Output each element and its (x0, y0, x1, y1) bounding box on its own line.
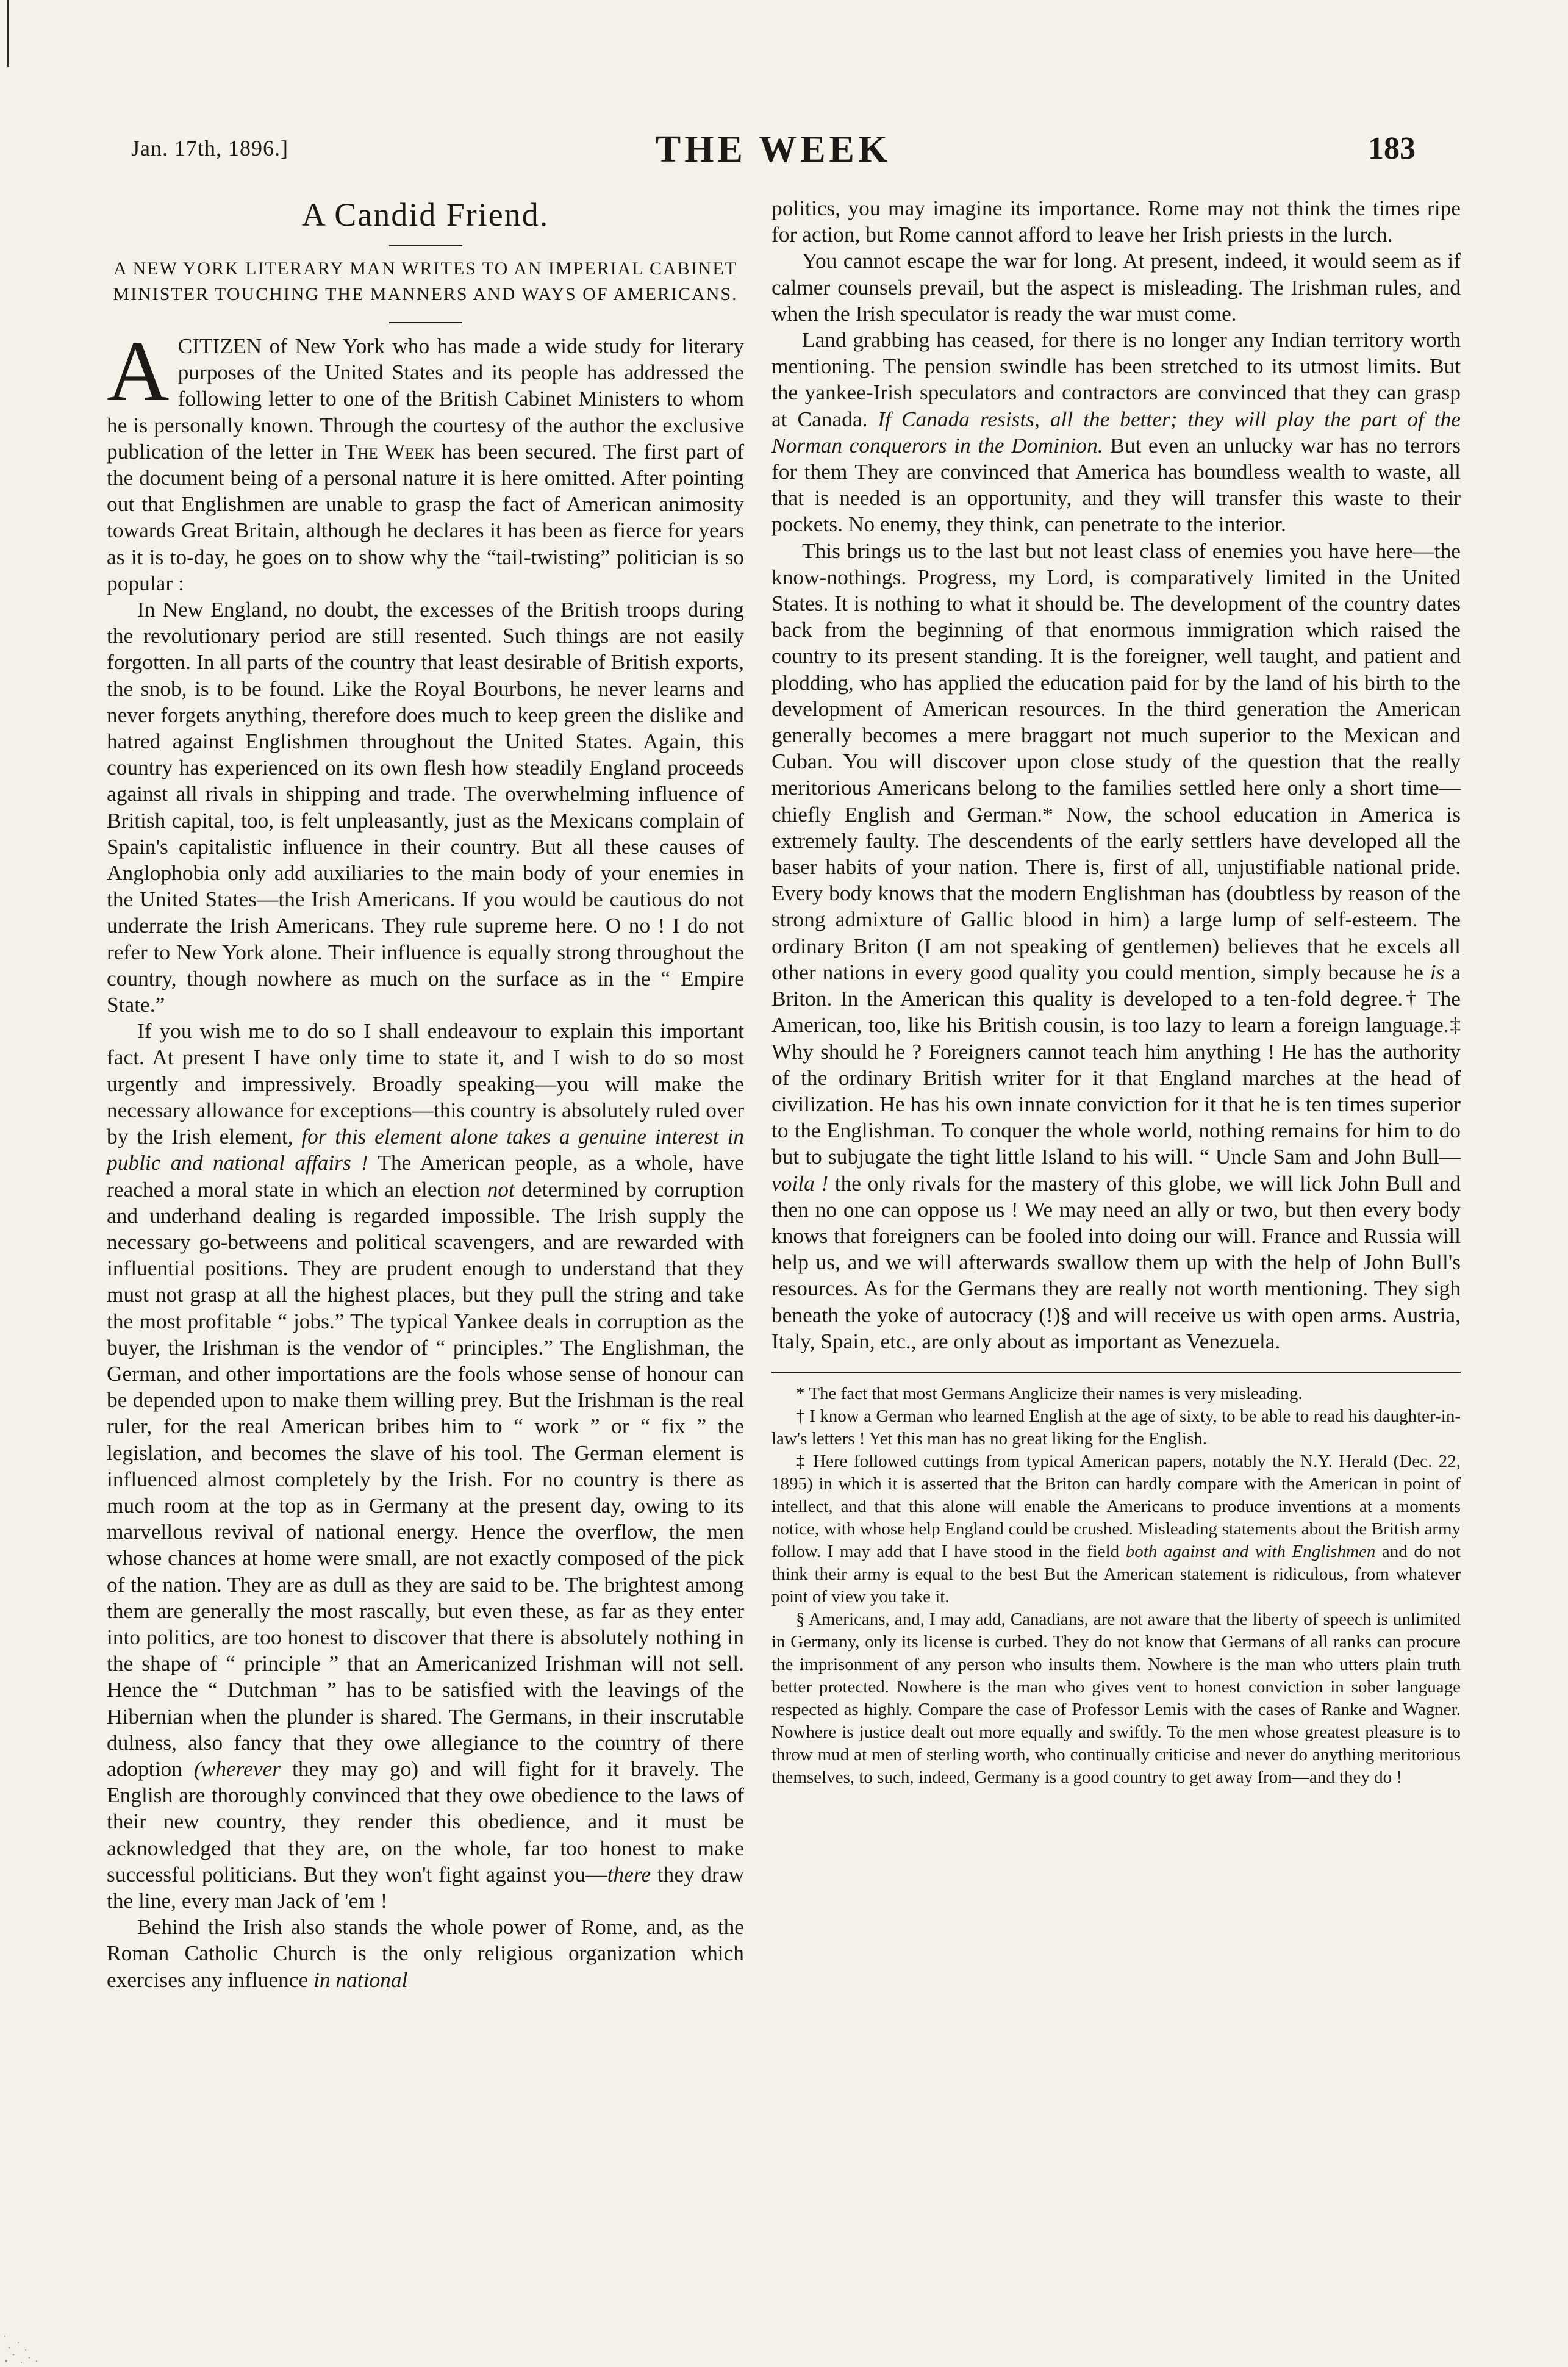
footnotes (771, 1383, 1461, 1789)
subhead-divider (389, 322, 462, 323)
footnote-4: § Americans, and, I may add, Canadians, are not aware that the liberty of speech is unlimited in Germany, only its license is curbed. They do not know that Germans of all ranks can procure the imprisonment of any person who insults them. Nowhere is the man who utters plain truth better protected. Nowhere is the man who gives vent to honest conviction in sober language respected as highly. Compare the case of Professor Lemis with the cases of Ranke and Wagner. Nowhere is justice dealt out more equally and swiftly. To the men whose greatest pleasure is to throw mud at men of sterling worth, who continually criticise and never do anything meritorious themselves, to such, indeed, Germany is a good country to get away from—and they do ! (771, 1609, 1461, 1787)
italic-emphasis: for this element alone takes a genuine interest in public and national affairs ! (107, 1124, 744, 1175)
paragraph-new-england: In New England, no doubt, the excesses of the British troops during the revolutionary period are still resented. Such things are not easily forgotten. In all parts of the country that least desirable of British exports, the snob, is to be found. Like the Royal Bourbons, he never learns and never forgets anything, therefore does much to keep green the dislike and hatred against Englishmen throughout the United States. Again, this country has experienced on its own flesh how steadily England proceeds against all rivals in shipping and trade. The overwhelming influence of British capital, too, is felt unpleasantly, just as the Mexicans complain of Spain's capitalistic influence in their country. But all these causes of Anglophobia only add auxiliaries to the main body of your enemies in the United States—the Irish Americans. If you would be cautious do not underrate the Irish Americans. They rule supreme here. O no ! I do not refer to New York alone. Their influence is equally strong throughout the country, though nowhere as much on the surface as in the “ Empire State.” (107, 597, 744, 1017)
footnote-divider (771, 1372, 1461, 1373)
title-divider (389, 245, 462, 246)
intro-text: of New York who has made a wide study for literary purposes of the United States and its people has addressed the following letter to one of the British Cabinet Ministers to whom he is personally known. Through the courtesy of the author the exclusive publication of the letter in (107, 334, 744, 464)
footnote-2: † I know a German who learned English at the age of sixty, to be able to read his daughter-in-law's letters ! Yet this man has no great liking for the English. (771, 1406, 1461, 1448)
header-date: Jan. 17th, 1896.] (131, 136, 288, 160)
article-title: A Candid Friend. (301, 196, 550, 233)
publication-name-inline: The Week (344, 439, 435, 464)
publication-title: THE WEEK (655, 129, 892, 170)
paper-speckle (0, 2269, 85, 2367)
intro-first-word: CITIZEN (177, 334, 262, 358)
paragraph-war: You cannot escape the war for long. At present, indeed, it would seem as if calmer counsels prevail, but the aspect is misleading. The Irishman rules, and when the Irish speculator is ready the war must come. (771, 248, 1461, 326)
paragraph-irish-element: If you wish me to do so I shall endeavour to explain this important fact. At present I have only time to state it, and I wish to do so most urgently and impressively. Broadly speaking—you will make the necessary allowance for exceptions—this country is absolutely ruled over by the Irish element, for this element alone takes a genuine interest in public and national affairs ! The American people, as a whole, have reached a moral state in which an election not determined by corruption and underhand dealing is regarded impossible. The Irish supply the necessary go-betweens and political scavengers, and are rewarded with influential positions. They are prudent enough to understand that they must not grasp at all the highest places, but they pull the string and take the most profitable “ jobs.” The typical Yankee deals in corruption as the buyer, the Irishman is the vendor of “ principles.” The Englishman, the German, and other importations are the fools whose sense of honour can be depended upon to make them willing prey. But the Irishman is the real ruler, for the real American bribes him to “ work ” or “ fix ” the legislation, and becomes the slave of his tool. The German element is influenced almost completely by the Irish. For no country is there as much room at the top as in Germany at the present day, owing to its marvellous revival of national energy. Hence the overflow, the men whose chances at home were small, are not exactly composed of the pick of the nation. They are as dull as they are said to be. The brightest among them are generally the most rascally, but even these, as far as they enter into politics, are too honest to discover that there is absolutely nothing in the shape of “ principle ” that an Americanized Irishman will not sell. Hence the “ Dutchman ” has to be satisfied with the leavings of the Hibernian when the plunder is shared. The Germans, in their inscrutable dulness, also fancy that they owe allegiance to the country of there adoption (wherever they may go) and will fight for it bravely. The English are thoroughly convinced that they owe obedience to the laws of their new country, they render this obedience, and it must be acknowledged that they are, on the whole, far too honest to make successful politicians. But they won't fight against you—there they draw the line, every man Jack of 'em ! (107, 1019, 745, 1913)
drop-cap: A (107, 323, 170, 419)
footnote-1: * The fact that most Germans Anglicize their names is very misleading. (796, 1383, 1303, 1403)
intro-text-continued: has been secured. The first part of the document being of a personal nature it is here omitted. After pointing out that Englishmen are unable to grasp the fact of American animosity towards Great Britain, although he declares it has been as fierce for years as it is to-day, he goes on to show why the “tail-twisting” politician is so popular : (107, 439, 745, 595)
article-subhead: A NEW YORK LITERARY MAN WRITES TO AN IMPERIAL CABINET MINISTER TOUCHING THE MANNERS AND WAYS OF AMERICANS. (113, 259, 738, 304)
page-number: 183 (1368, 131, 1416, 166)
intro-paragraph (107, 323, 745, 596)
page-header (131, 128, 1416, 177)
paragraph-land-grabbing: Land grabbing has ceased, for there is no longer any Indian territory worth mentioning. The pension swindle has been stretched to its utmost limits. But the yankee-Irish speculators and contractors are convinced that they can grasp at Canada. If Canada resists, all the better; they will play the part of the Norman conquerors in the Dominion. But even an unlucky war has no terrors for them They are convinced that America has boundless wealth to waste, all that is needed is an opportunity, and they will transfer this waste to their pockets. No enemy, they think, can penetrate to the interior. (771, 328, 1461, 537)
footnote-3: ‡ Here followed cuttings from typical American papers, notably the N.Y. Herald (Dec. 22, 1895) in which it is asserted that the Briton can hardly compare with the American in point of intellect, and that this alone will enable the Americans to produce inventions at a moments notice, with whose help England could be crushed. Misleading statements about the British army follow. I may add that I have stood in the field both against and with Englishmen and do not think their army is equal to the best But the American statement is ridiculous, from whatever point of view you take it. (771, 1451, 1461, 1606)
paragraph-know-nothings: This brings us to the last but not least class of enemies you have here—the know-nothings. Progress, my Lord, is comparatively limited in the United States. It is nothing to what it should be. The development of the country dates back from the beginning of that enormous immigration which raised the country to its present standing. It is the foreigner, well taught, and patient and plodding, who has applied the education paid for by the land of his birth to the development of American resources. In the third generation the American generally becomes a mere braggart not much superior to the Mexican and Cuban. You will discover upon close study of the question that the really meritorious Americans belong to the families settled here only a short time—chiefly English and German.* Now, the school education in America is extremely faulty. The descendents of the early settlers have developed all the baser habits of your nation. There is, first of all, unjustifiable national pride. Every body knows that the modern Englishman has (doubtless by reason of the strong admixture of Gallic blood in him) a large lump of self-esteem. The ordinary Briton (I am not speaking of gentlemen) believes that he excels all other nations in every good quality you could mention, simply because he is a Briton. In the American this quality is developed to a ten-fold degree.† The American, too, like his British cousin, is too lazy to learn a foreign language.‡ Why should he ? Foreigners cannot teach him anything ! He has the authority of the ordinary British writer for it that England marches at the head of civilization. He has his own innate conviction for it that he is ten times superior to the Englishman. To conquer the whole world, nothing remains for him to do but to subjugate the tight little Island to his will. “ Uncle Sam and John Bull—voila ! the only rivals for the mastery of this globe, we will lick John Bull and then no one can oppose us ! We may need an ally or two, but then every body knows that foreigners can be fooled into doing our will. France and Russia will help us, and we will afterwards swallow them up with the help of John Bull's resources. As for the Germans they are really not worth mentioning. They sigh beneath the yoke of autocracy (!)§ and will receive us with open arms. Austria, Italy, Spain, etc., are only about as important as Venezuela. (771, 538, 1461, 1353)
right-column (771, 195, 1461, 1789)
left-column (107, 195, 744, 1993)
paragraph-rome-continued: politics, you may imagine its importance. Rome may not think the times ripe for action, but Rome cannot afford to leave her Irish priests in the lurch. (771, 196, 1461, 247)
binding-edge-rule (7, 0, 9, 67)
paragraph-rome: Behind the Irish also stands the whole power of Rome, and, as the Roman Catholic Church is the only religious organization which exercises any influence in national (107, 1914, 744, 1992)
